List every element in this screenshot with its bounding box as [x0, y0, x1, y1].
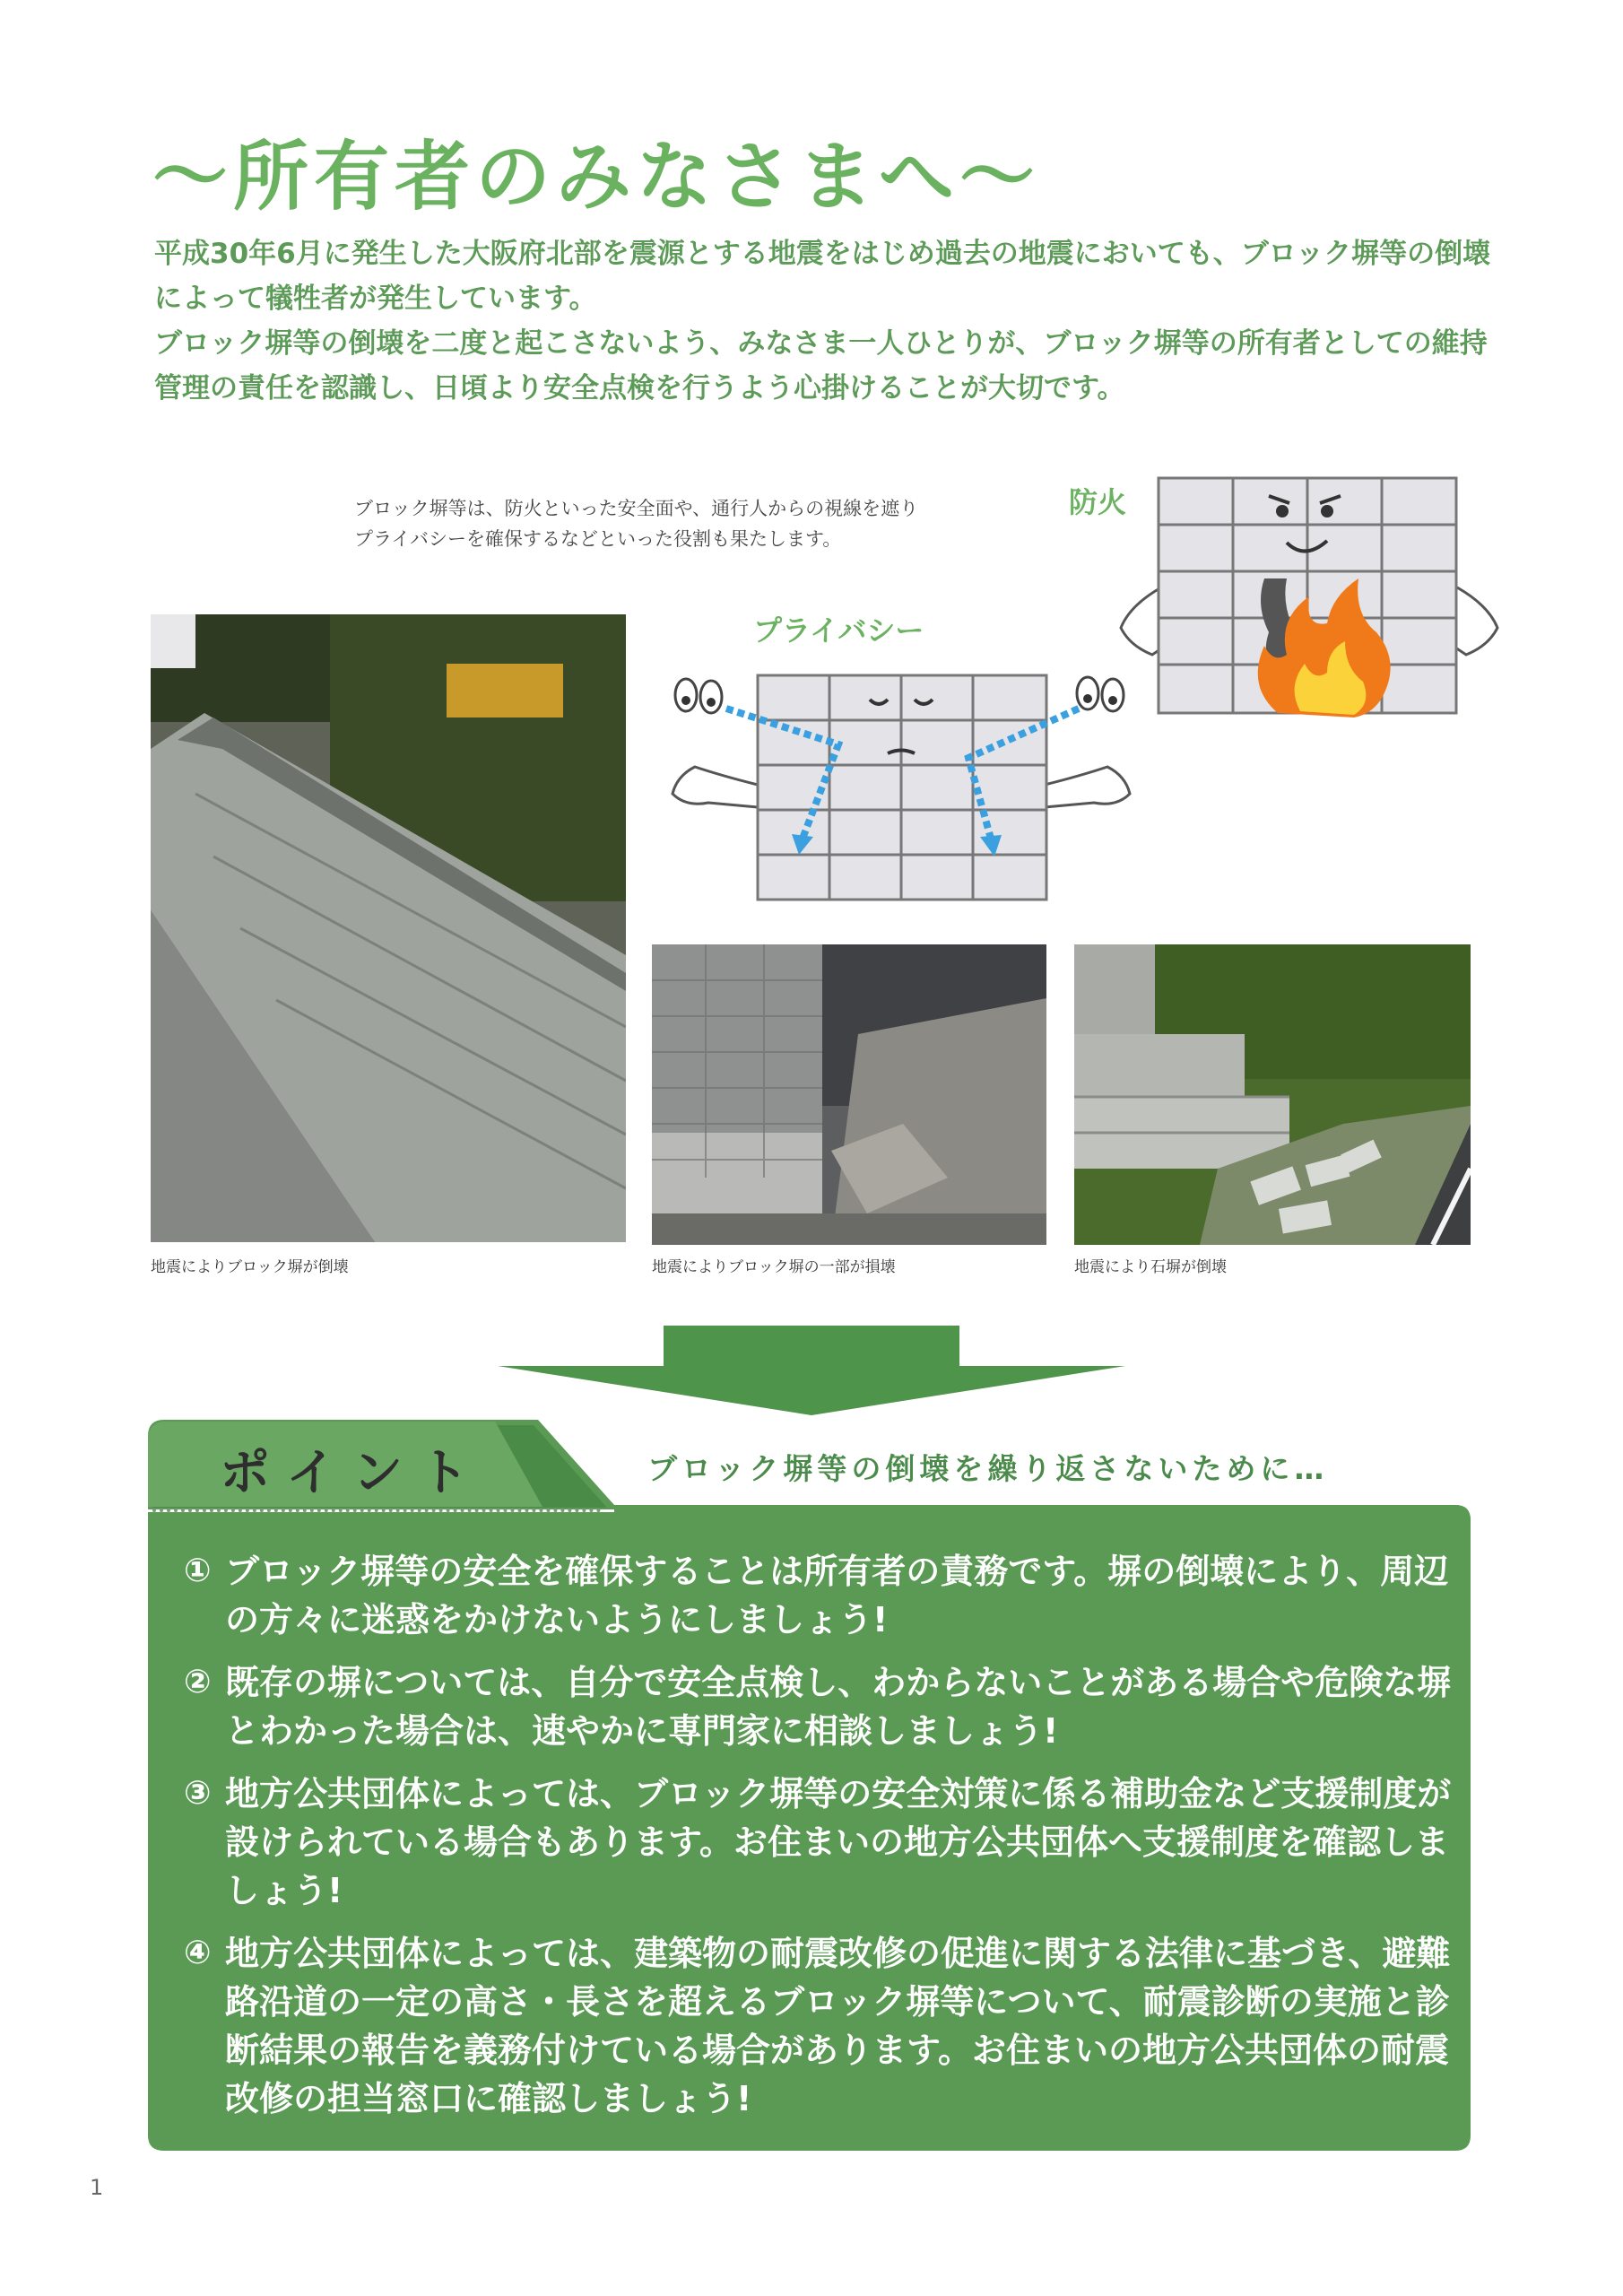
page-number: 1: [90, 2175, 104, 2200]
points-title: ポイント: [220, 1444, 485, 1502]
point-item-4: [184, 1929, 1457, 2123]
point-number-2: ②: [184, 1664, 212, 1700]
point-item-1: [184, 1547, 1457, 1644]
intro-paragraph-1: 平成30年6月に発生した大阪府北部を震源とする地震をはじめ過去の地震においても、ブロック塀等の倒壊によって犠牲者が発生しています。: [154, 238, 1491, 315]
points-list: [184, 1547, 1457, 2137]
points-subtitle: ブロック塀等の倒壊を繰り返さないために…: [647, 1451, 1329, 1486]
note-line-2: プライバシーを確保するなどといった役割も果たします。: [354, 528, 842, 550]
point-text-2: 既存の塀については、自分で安全点検し、わからないことがある場合や危険な塀とわかった場合は、速やかに専門家に相談しましょう!: [225, 1663, 1452, 1751]
label-fire: 防火: [1069, 485, 1127, 519]
point-number-4: ④: [184, 1935, 212, 1971]
point-item-3: [184, 1770, 1457, 1915]
illustration-note: [354, 493, 982, 554]
photo-damaged-block-wall: [652, 944, 1046, 1245]
point-text-3: 地方公共団体によっては、ブロック塀等の安全対策に係る補助金など支援制度が設けられている場合もあります。お住まいの地方公共団体へ支援制度を確認しましょう!: [225, 1774, 1452, 1910]
point-number-1: ①: [184, 1552, 212, 1589]
point-number-3: ③: [184, 1775, 212, 1812]
photo-collapsed-block-wall: [151, 614, 626, 1242]
photo-caption-2: 地震によりブロック塀の一部が損壊: [652, 1258, 896, 1276]
photo-collapsed-stone-wall: [1074, 944, 1471, 1245]
label-privacy: プライバシー: [753, 613, 924, 648]
note-line-1: ブロック塀等は、防火といった安全面や、通行人からの視線を遮り: [354, 498, 919, 519]
down-arrow-icon: [498, 1326, 1125, 1415]
fire-wall-character-icon: [1112, 471, 1506, 731]
point-item-2: [184, 1658, 1457, 1755]
page-title: 〜所有者のみなさまへ〜: [152, 133, 1041, 221]
intro-paragraph-2: ブロック塀等の倒壊を二度と起こさないよう、みなさま一人ひとりが、ブロック塀等の所有者としての維持管理の責任を認識し、日頃より安全点検を行うよう心掛けることが大切です。: [154, 327, 1488, 404]
point-text-1: ブロック塀等の安全を確保することは所有者の責務です。塀の倒壊により、周辺の方々に迷惑をかけないようにしましょう!: [225, 1552, 1449, 1639]
intro-text: [154, 231, 1499, 411]
photo-caption-3: 地震により石塀が倒壊: [1074, 1258, 1227, 1276]
point-text-4: 地方公共団体によっては、建築物の耐震改修の促進に関する法律に基づき、避難路沿道の一定の高さ・長さを超えるブロック塀等について、耐震診断の実施と診断結果の報告を義務付けている場合があります。お住まいの地方公共団体の耐震改修の担当窓口に確認しましょう!: [225, 1934, 1451, 2118]
photo-caption-1: 地震によりブロック塀が倒壊: [151, 1258, 349, 1276]
privacy-wall-character-icon: [659, 659, 1143, 906]
